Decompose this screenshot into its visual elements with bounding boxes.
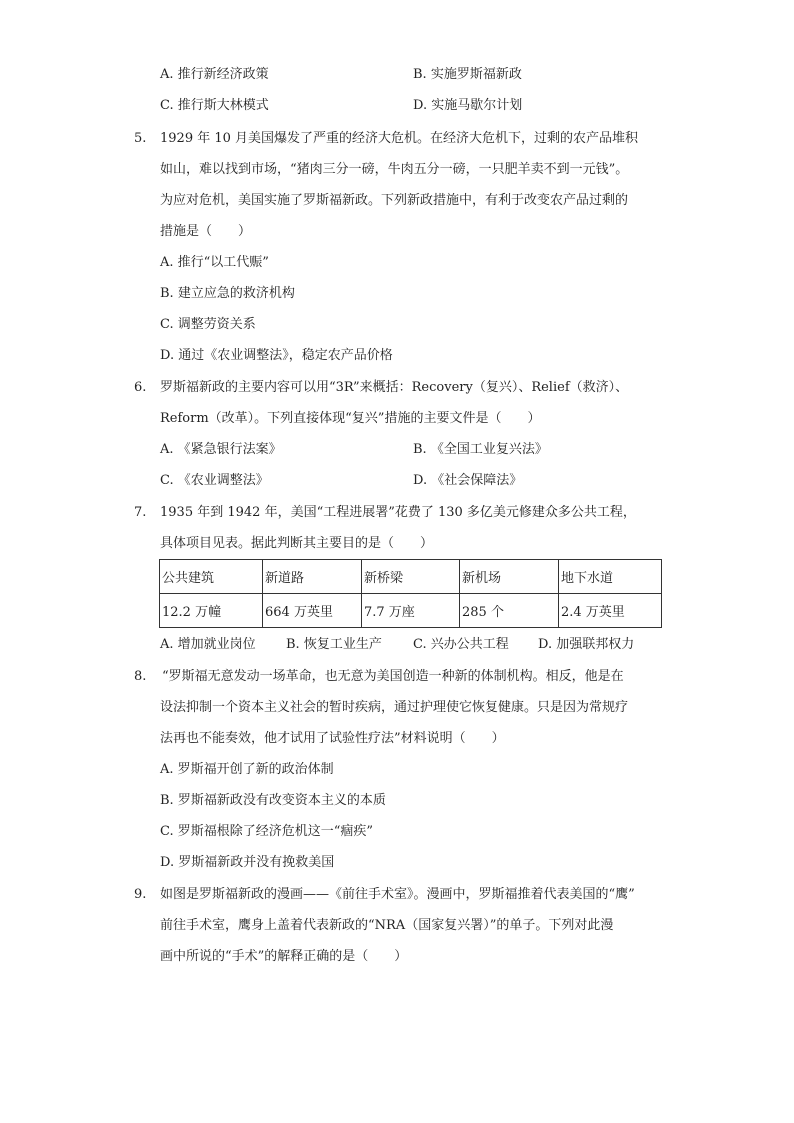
table-cell: 2.4 万英里: [559, 594, 662, 628]
q5-stem-line: 措施是（ ）: [160, 224, 252, 239]
q5-option-b: B. 建立应急的救济机构: [160, 286, 295, 301]
q8-stem-line: 设法抑制一个资本主义社会的暂时疾病，通过护理使它恢复健康。只是因为常规疗: [160, 700, 629, 715]
q8-stem-line: 法再也不能奏效，他才试用了试验性疗法”材料说明（ ）: [160, 731, 505, 746]
q4-option-b: B. 实施罗斯福新政: [413, 67, 522, 82]
q9-stem-line: 画中所说的“手术”的解释正确的是（ ）: [160, 949, 408, 964]
q6-number: 6.: [134, 380, 147, 395]
q8-option-a: A. 罗斯福开创了新的政治体制: [160, 762, 334, 777]
table-header-cell: 新机场: [460, 560, 559, 594]
q8-number: 8.: [134, 669, 147, 684]
q9-stem-line: 如图是罗斯福新政的漫画——《前往手术室》。漫画中，罗斯福推着代表美国的“鹰”: [160, 887, 635, 902]
q5-stem-line: 为应对危机，美国实施了罗斯福新政。下列新政措施中，有利于改变农产品过剩的: [160, 193, 629, 208]
q7-stem-line: 1935 年到 1942 年，美国“工程进展署”花费了 130 多亿美元修建众多公共工程，: [160, 505, 636, 520]
q4-option-c: C. 推行斯大林模式: [160, 98, 269, 113]
table-cell: 285 个: [460, 594, 559, 628]
table-cell: 7.7 万座: [362, 594, 460, 628]
q8-option-b: B. 罗斯福新政没有改变资本主义的本质: [160, 793, 386, 808]
q5-stem-line: 1929 年 10 月美国爆发了严重的经济大危机。在经济大危机下，过剩的农产品堆积: [160, 131, 639, 146]
q9-number: 9.: [134, 887, 147, 902]
table-header-row: [160, 560, 662, 594]
q8-stem-line: “罗斯福无意发动一场革命，也无意为美国创造一种新的体制机构。相反，他是在: [162, 669, 624, 684]
q7-option-d: D. 加强联邦权力: [538, 637, 635, 652]
q6-option-b: B. 《全国工业复兴法》: [413, 442, 548, 457]
table-header-cell: 新道路: [263, 560, 362, 594]
q6-option-a: A. 《紧急银行法案》: [160, 442, 282, 457]
q6-option-c: C. 《农业调整法》: [160, 473, 269, 488]
q4-option-d: D. 实施马歇尔计划: [413, 98, 523, 113]
q5-option-d: D. 通过《农业调整法》，稳定农产品价格: [160, 348, 393, 363]
table-cell: 12.2 万幢: [160, 594, 263, 628]
q6-stem-line: Reform（改革）。下列直接体现“复兴”措施的主要文件是（ ）: [160, 411, 541, 426]
q6-stem-line: 罗斯福新政的主要内容可以用“3R”来概括：Recovery（复兴）、Relief（救济）、: [160, 380, 629, 395]
q7-number: 7.: [134, 505, 147, 520]
table-cell: 664 万英里: [263, 594, 362, 628]
table-header-cell: 新桥梁: [362, 560, 460, 594]
q9-stem-line: 前往手术室，鹰身上盖着代表新政的“NRA（国家复兴署）”的单子。下列对此漫: [160, 918, 614, 933]
table-row: [160, 594, 662, 628]
q7-option-c: C. 兴办公共工程: [413, 637, 509, 652]
table-header-cell: 地下水道: [559, 560, 662, 594]
q5-stem-line: 如山，难以找到市场，“猪肉三分一磅，牛肉五分一磅，一只肥羊卖不到一元钱”。: [160, 162, 629, 177]
q5-option-a: A. 推行“以工代赈”: [160, 255, 269, 270]
q7-data-table: [159, 559, 662, 628]
q5-number: 5.: [134, 131, 147, 146]
q6-option-d: D. 《社会保障法》: [413, 473, 523, 488]
q5-option-c: C. 调整劳资关系: [160, 317, 256, 332]
q7-option-a: A. 增加就业岗位: [160, 637, 256, 652]
table-header-cell: 公共建筑: [160, 560, 263, 594]
q8-option-d: D. 罗斯福新政并没有挽救美国: [160, 855, 335, 870]
q7-option-b: B. 恢复工业生产: [286, 637, 382, 652]
q8-option-c: C. 罗斯福根除了经济危机这一“痼疾”: [160, 824, 374, 839]
q4-option-a: A. 推行新经济政策: [160, 67, 269, 82]
q7-stem-line: 具体项目见表。据此判断其主要目的是（ ）: [160, 536, 434, 551]
